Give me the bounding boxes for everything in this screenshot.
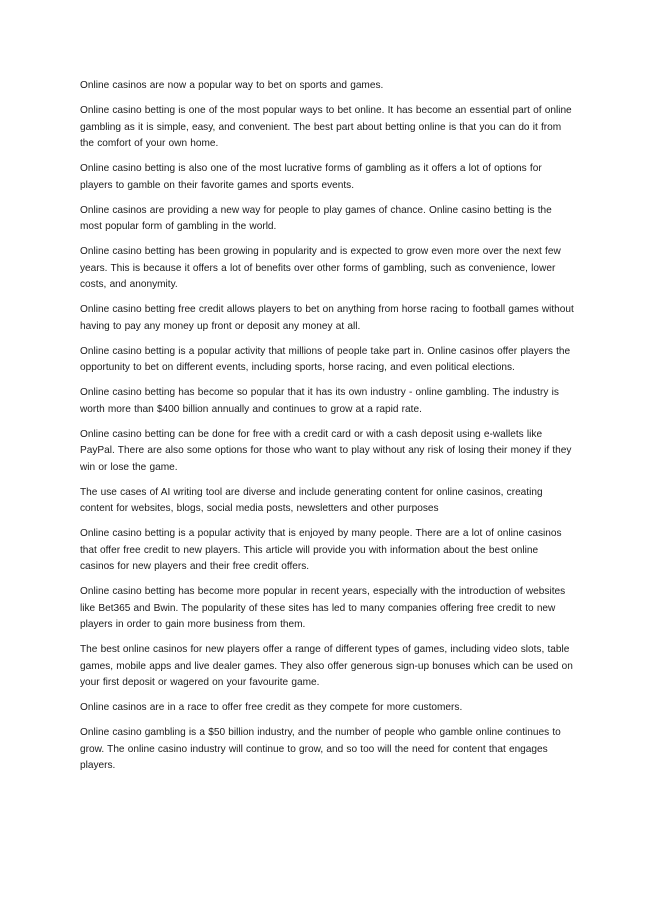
paragraph-3: Online casino betting is also one of the most lucrative forms of gambling as it offers a lot of options for players to gamble on their favorite games and sports events. — [80, 163, 542, 191]
paragraph-15: Online casino gambling is a $50 billion industry, and the number of people who gamble online continues to grow. The online casino industry will continue to grow, and so too will the need for content that engages players. — [80, 727, 561, 771]
paragraph-9: Online casino betting can be done for free with a credit card or with a cash deposit using e-wallets like PayPal. There are also some options for those who want to play without any risk of losing their money if they win or lose the game. — [80, 428, 572, 473]
paragraph-14: Online casinos are in a race to offer free credit as they compete for more customers. — [80, 702, 463, 713]
paragraph-7: Online casino betting is a popular activity that millions of people take part in. Online casinos offer players the opportunity to bet on different events, including sports, horse racing, and even political elections. — [80, 345, 571, 373]
paragraph-10: The use cases of AI writing tool are diverse and include generating content for online casinos, creating content for websites, blogs, social media posts, newsletters and other purposes — [80, 486, 543, 514]
paragraph-1: Online casinos are now a popular way to bet on sports and games. — [80, 80, 384, 91]
paragraph-12: Online casino betting has become more popular in recent years, especially with the introduction of websites like Bet365 and Bwin. The popularity of these sites has led to many companies offering free credit to new players in order to gain more business from them. — [80, 586, 566, 630]
paragraph-4: Online casinos are providing a new way for people to play games of chance. Online casino betting is the most popular form of gambling in the world. — [80, 204, 552, 232]
paragraph-8: Online casino betting has become so popular that it has its own industry - online gambling. The industry is worth more than $400 billion annually and continues to grow at a rapid rate. — [80, 387, 559, 415]
paragraph-11: Online casino betting is a popular activity that is enjoyed by many people. There are a lot of online casinos that offer free credit to new players. This article will provide you with information about the best online casinos for new players and their free credit offers. — [80, 528, 562, 572]
paragraph-2: Online casino betting is one of the most popular ways to bet online. It has become an essential part of online gambling as it is simple, easy, and convenient. The best part about betting online is that you can do it from the comfort of your own home. — [80, 105, 572, 149]
document-body — [80, 78, 574, 783]
paragraph-5: Online casino betting has been growing in popularity and is expected to grow even more over the next few years. This is because it offers a lot of benefits over other forms of gambling, such as convenience, lower costs, and anonymity. — [80, 246, 561, 290]
paragraph-6: Online casino betting free credit allows players to bet on anything from horse racing to football games without having to pay any money up front or deposit any money at all. — [80, 304, 574, 332]
paragraph-13: The best online casinos for new players offer a range of different types of games, including video slots, table games, mobile apps and live dealer games. They also offer generous sign-up bonuses which can be used on your first deposit or wagered on your favourite game. — [80, 644, 573, 688]
